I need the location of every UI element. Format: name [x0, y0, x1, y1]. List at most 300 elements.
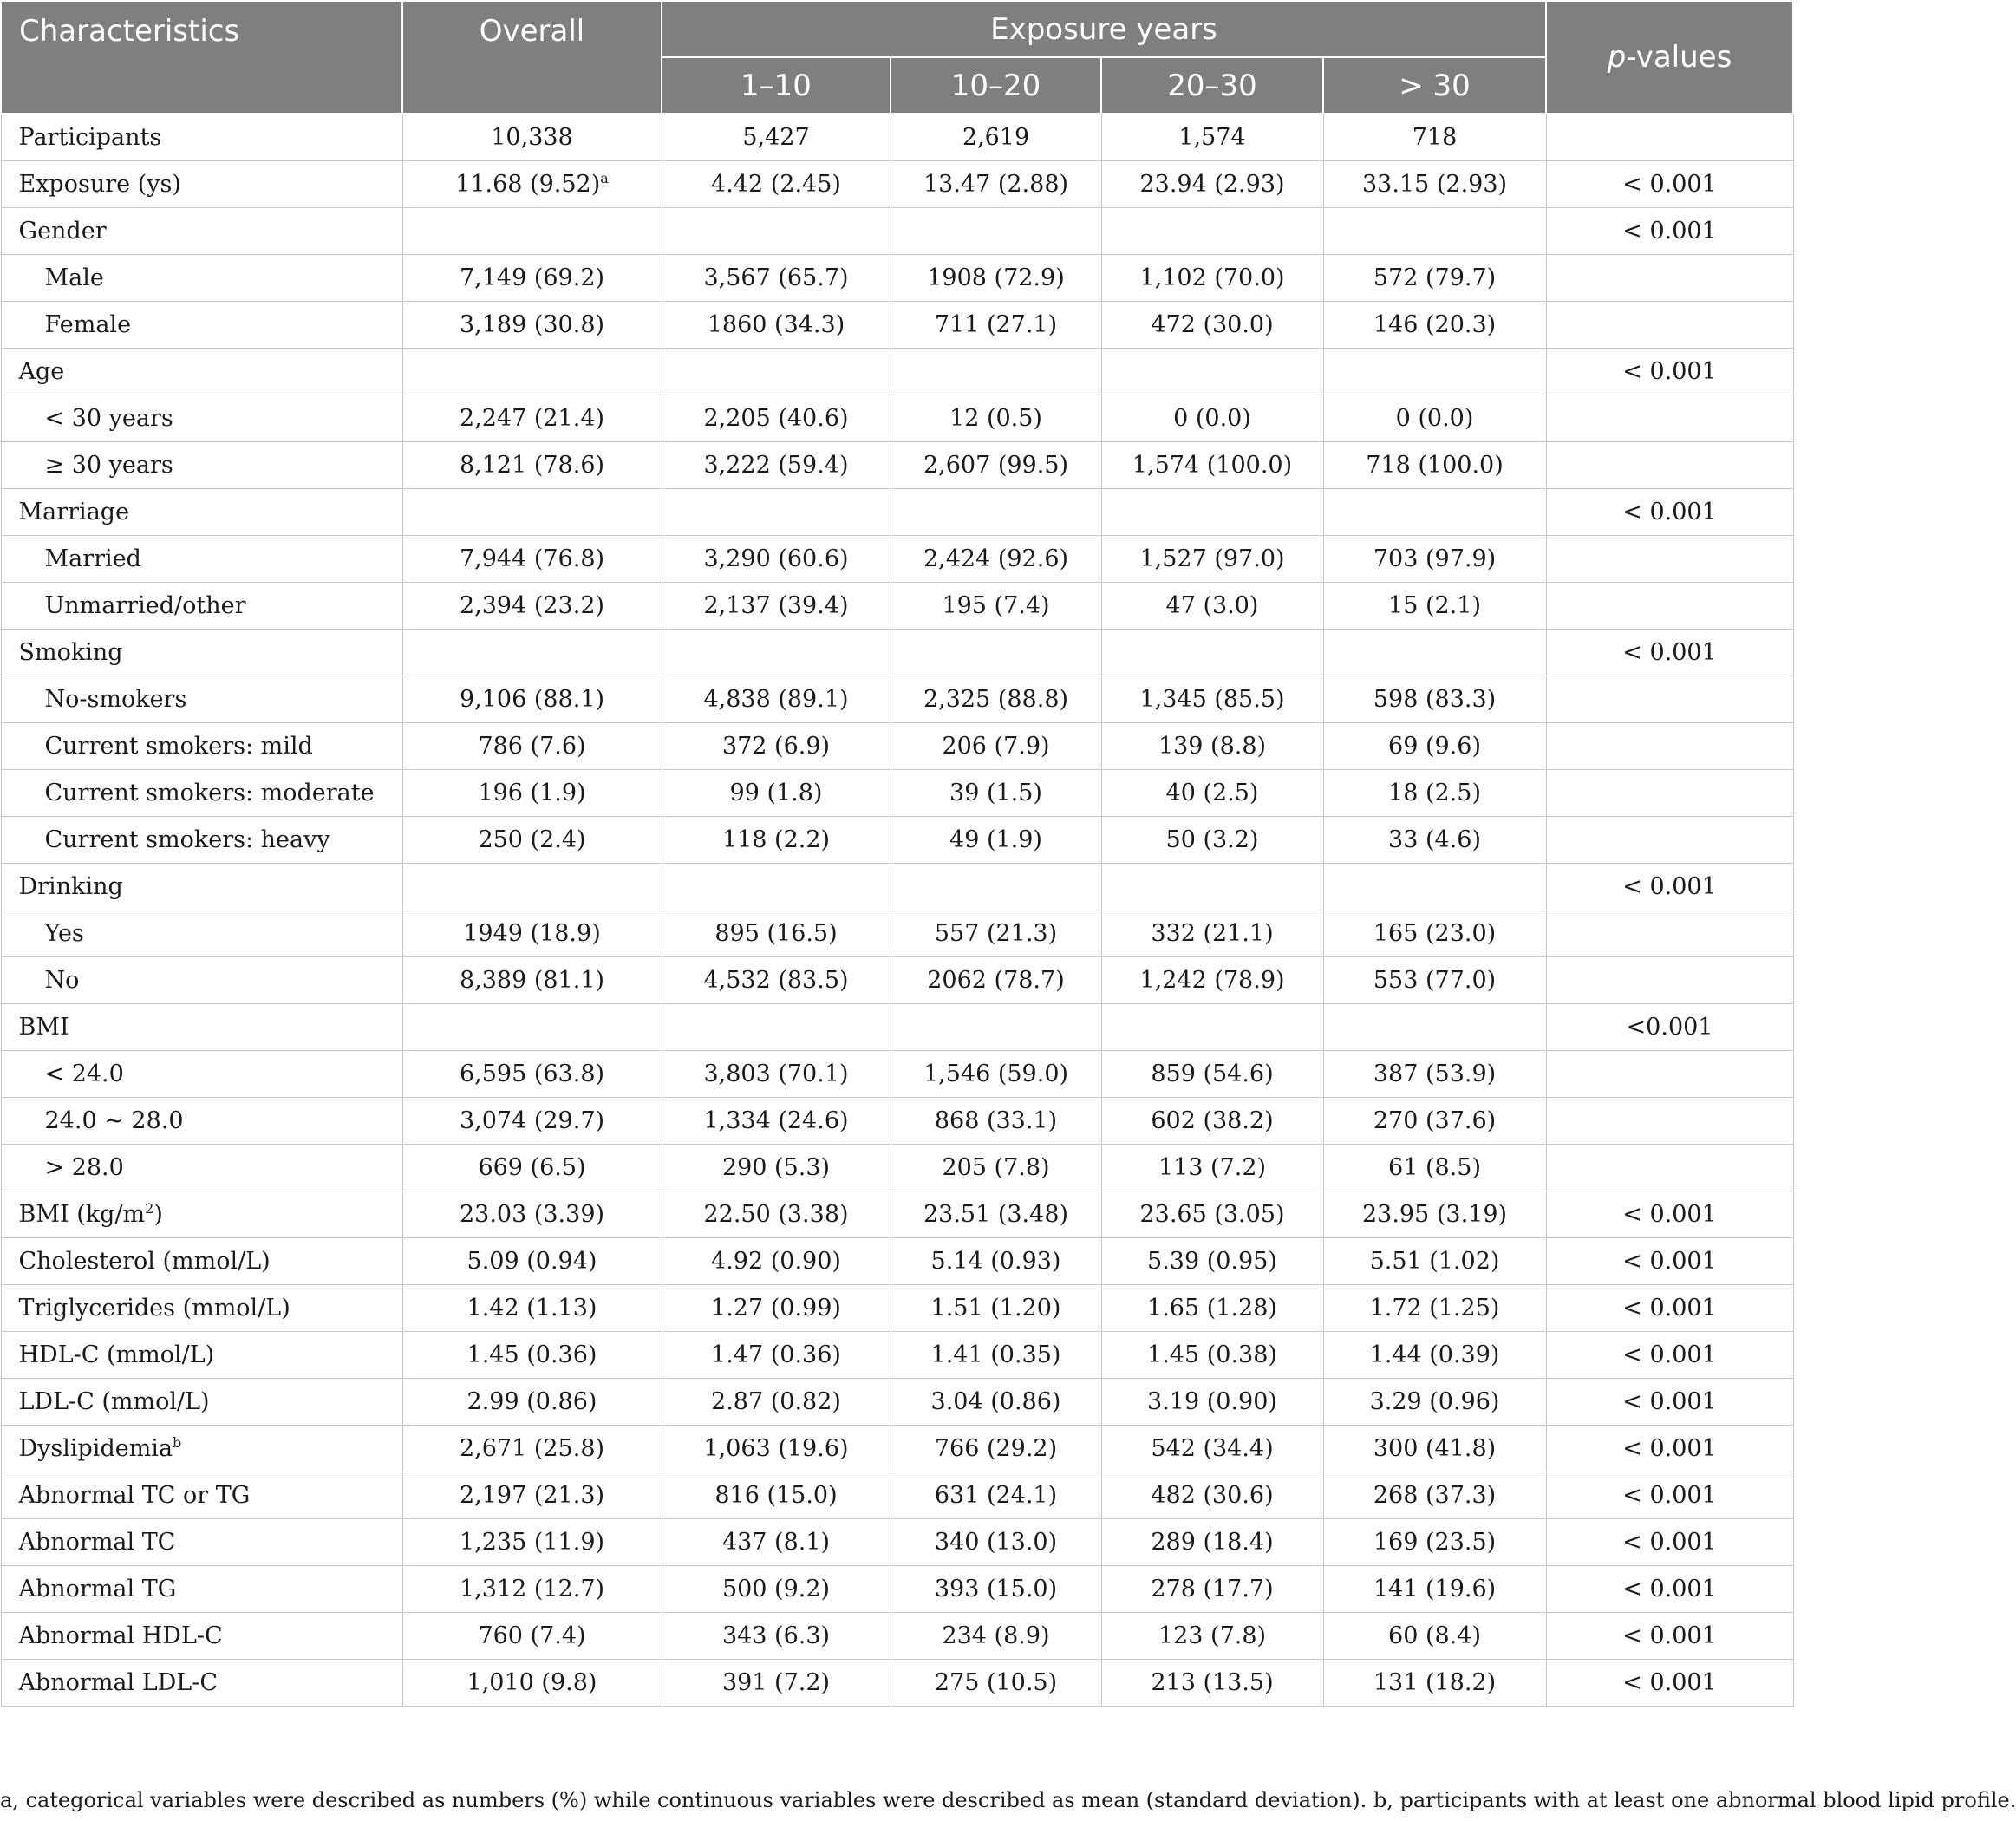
cell-group-over-30: [1323, 1145, 1546, 1191]
row-label: [1, 255, 402, 302]
cell-p-value: [1546, 1472, 1793, 1519]
cell-value: 2,607 (99.5): [923, 452, 1069, 479]
cell-group-10-20: [891, 1098, 1101, 1145]
cell-group-20-30: [1101, 1238, 1323, 1285]
cell-value: 1,235 (11.9): [459, 1529, 605, 1556]
cell-value: 718: [1412, 124, 1458, 151]
cell-overall: [402, 302, 662, 349]
cell-value: 141 (19.6): [1373, 1576, 1497, 1602]
cell-value: 123 (7.8): [1158, 1622, 1267, 1649]
cell-group-1-10: [662, 723, 891, 770]
row-label-text: Abnormal LDL-C: [18, 1669, 219, 1696]
cell-value: 472 (30.0): [1151, 311, 1274, 338]
cell-value: 69 (9.6): [1388, 733, 1481, 760]
cell-group-20-30: [1101, 536, 1323, 583]
cell-group-20-30: [1101, 1426, 1323, 1472]
cell-group-10-20: [891, 1426, 1101, 1472]
cell-group-over-30: [1323, 1051, 1546, 1098]
cell-value: 15 (2.1): [1388, 592, 1481, 619]
cell-overall: [402, 349, 662, 395]
cell-value: 2,197 (21.3): [459, 1482, 605, 1509]
cell-overall: [402, 1566, 662, 1613]
row-label: [1, 1426, 402, 1472]
row-label: [1, 442, 402, 489]
cell-value: 1,546 (59.0): [923, 1061, 1069, 1087]
table-row: [1, 1660, 1793, 1707]
cell-overall: [402, 536, 662, 583]
cell-group-over-30: [1323, 1332, 1546, 1379]
row-label: [1, 114, 402, 161]
cell-p-value: [1546, 1379, 1793, 1426]
cell-group-1-10: [662, 536, 891, 583]
cell-value: 1,574: [1178, 124, 1246, 151]
row-label-text: Marriage: [18, 499, 130, 525]
cell-group-20-30: [1101, 1613, 1323, 1660]
table-row: [1, 1004, 1793, 1051]
row-label: [1, 208, 402, 255]
cell-p-value: [1546, 723, 1793, 770]
row-label-text: < 30 years: [44, 405, 173, 432]
cell-value: 23.03 (3.39): [459, 1201, 605, 1228]
cell-group-10-20: [891, 723, 1101, 770]
cell-p-value: [1546, 1191, 1793, 1238]
table-row: [1, 630, 1793, 676]
cell-value: 2.87 (0.82): [711, 1388, 841, 1415]
cell-value: 3,074 (29.7): [459, 1107, 605, 1134]
cell-value: 3.29 (0.96): [1369, 1388, 1500, 1415]
cell-overall: [402, 1519, 662, 1566]
row-label: [1, 770, 402, 817]
cell-group-10-20: [891, 302, 1101, 349]
cell-value: 786 (7.6): [478, 733, 586, 760]
row-label-text: Age: [18, 358, 65, 385]
cell-group-over-30: [1323, 442, 1546, 489]
table-row: [1, 489, 1793, 536]
cell-group-over-30: [1323, 583, 1546, 630]
row-label: [1, 1238, 402, 1285]
row-label-text: Unmarried/other: [44, 592, 246, 619]
cell-group-1-10: [662, 1004, 891, 1051]
row-label-text: Dyslipidemia: [18, 1435, 173, 1462]
table-row: [1, 349, 1793, 395]
cell-value: 18 (2.5): [1388, 780, 1481, 806]
cell-p-value: [1546, 1566, 1793, 1613]
row-label-text: No: [44, 967, 80, 994]
cell-value: <0.001: [1626, 1014, 1713, 1041]
cell-p-value: [1546, 1426, 1793, 1472]
cell-value: 1.45 (0.36): [466, 1341, 597, 1368]
cell-value: 270 (37.6): [1373, 1107, 1497, 1134]
cell-group-20-30: [1101, 208, 1323, 255]
cell-group-10-20: [891, 489, 1101, 536]
cell-value: 9,106 (88.1): [459, 686, 605, 713]
cell-value: 23.94 (2.93): [1139, 171, 1285, 198]
cell-value: 7,149 (69.2): [459, 264, 605, 291]
cell-group-1-10: [662, 1566, 891, 1613]
cell-group-20-30: [1101, 1472, 1323, 1519]
cell-group-20-30: [1101, 583, 1323, 630]
cell-value: 895 (16.5): [714, 920, 838, 947]
cell-value: 482 (30.6): [1151, 1482, 1274, 1509]
cell-p-value: [1546, 255, 1793, 302]
table-row: [1, 957, 1793, 1004]
cell-group-over-30: [1323, 302, 1546, 349]
cell-group-20-30: [1101, 1519, 1323, 1566]
table-row: [1, 114, 1793, 161]
cell-group-20-30: [1101, 1566, 1323, 1613]
cell-value: 213 (13.5): [1151, 1669, 1274, 1696]
cell-overall: [402, 1426, 662, 1472]
cell-value: 8,389 (81.1): [459, 967, 605, 994]
table-row: [1, 161, 1793, 208]
cell-value: < 0.001: [1622, 1482, 1717, 1509]
row-label-text: Married: [44, 545, 141, 572]
row-label-text: HDL-C (mmol/L): [18, 1341, 215, 1368]
cell-group-1-10: [662, 630, 891, 676]
table-row: [1, 910, 1793, 957]
cell-value: 4.92 (0.90): [711, 1248, 841, 1275]
cell-group-1-10: [662, 255, 891, 302]
cell-value: 598 (83.3): [1373, 686, 1497, 713]
row-label: [1, 1566, 402, 1613]
row-label-text: Cholesterol (mmol/L): [18, 1248, 271, 1275]
cell-overall: [402, 957, 662, 1004]
table-row: [1, 1191, 1793, 1238]
cell-value: 387 (53.9): [1373, 1061, 1497, 1087]
row-label: [1, 1472, 402, 1519]
cell-group-10-20: [891, 1472, 1101, 1519]
table-row: [1, 676, 1793, 723]
cell-value: < 0.001: [1622, 1435, 1717, 1462]
cell-group-1-10: [662, 770, 891, 817]
cell-overall: [402, 583, 662, 630]
cell-group-10-20: [891, 1613, 1101, 1660]
cell-group-1-10: [662, 1426, 891, 1472]
cell-overall: [402, 489, 662, 536]
cell-group-1-10: [662, 1285, 891, 1332]
cell-value: 5.39 (0.95): [1147, 1248, 1277, 1275]
cell-value: 3.19 (0.90): [1147, 1388, 1277, 1415]
table-row: [1, 723, 1793, 770]
cell-value: 13.47 (2.88): [923, 171, 1069, 198]
row-label: [1, 489, 402, 536]
row-label: [1, 1145, 402, 1191]
cell-group-20-30: [1101, 1379, 1323, 1426]
cell-value: 3.04 (0.86): [930, 1388, 1061, 1415]
cell-value: 165 (23.0): [1373, 920, 1497, 947]
cell-value: 1,345 (85.5): [1139, 686, 1285, 713]
cell-group-10-20: [891, 1519, 1101, 1566]
cell-group-1-10: [662, 114, 891, 161]
row-label-text: Abnormal TC or TG: [18, 1482, 251, 1509]
cell-value: 40 (2.5): [1165, 780, 1259, 806]
cell-value: 4,838 (89.1): [703, 686, 849, 713]
cell-value: 2,205 (40.6): [703, 405, 849, 432]
cell-value: 718 (100.0): [1366, 452, 1504, 479]
cell-value: 631 (24.1): [934, 1482, 1058, 1509]
cell-value: 195 (7.4): [942, 592, 1050, 619]
cell-value: 5.09 (0.94): [466, 1248, 597, 1275]
row-label-superscript: b: [173, 1434, 182, 1451]
cell-value: 5,427: [742, 124, 810, 151]
cell-group-10-20: [891, 349, 1101, 395]
cell-group-1-10: [662, 1379, 891, 1426]
cell-group-over-30: [1323, 1191, 1546, 1238]
cell-group-1-10: [662, 1472, 891, 1519]
cell-group-20-30: [1101, 723, 1323, 770]
cell-group-20-30: [1101, 1285, 1323, 1332]
cell-value: 1.42 (1.13): [466, 1295, 597, 1322]
cell-p-value: [1546, 536, 1793, 583]
row-label-text: No-smokers: [44, 686, 187, 713]
cell-group-10-20: [891, 1051, 1101, 1098]
cell-group-20-30: [1101, 910, 1323, 957]
cell-overall: [402, 208, 662, 255]
cell-value: 250 (2.4): [478, 826, 586, 853]
cell-p-value: [1546, 442, 1793, 489]
cell-group-1-10: [662, 1098, 891, 1145]
cell-p-value: [1546, 1145, 1793, 1191]
cell-group-over-30: [1323, 349, 1546, 395]
cell-group-10-20: [891, 910, 1101, 957]
cell-value: 1,010 (9.8): [466, 1669, 597, 1696]
header-group-over-30: > 30: [1323, 57, 1546, 114]
cell-value: 205 (7.8): [942, 1154, 1050, 1181]
table-row: [1, 583, 1793, 630]
cell-value: 3,567 (65.7): [703, 264, 849, 291]
row-label: [1, 1519, 402, 1566]
cell-value: 12 (0.5): [949, 405, 1042, 432]
cell-group-over-30: [1323, 770, 1546, 817]
cell-value: < 0.001: [1622, 358, 1717, 385]
cell-group-over-30: [1323, 910, 1546, 957]
cell-p-value: [1546, 1332, 1793, 1379]
cell-p-value: [1546, 114, 1793, 161]
cell-overall: [402, 114, 662, 161]
cell-value: 50 (3.2): [1165, 826, 1259, 853]
cell-p-value: [1546, 630, 1793, 676]
cell-group-10-20: [891, 395, 1101, 442]
cell-group-over-30: [1323, 208, 1546, 255]
cell-value: 49 (1.9): [949, 826, 1042, 853]
cell-value: 23.51 (3.48): [923, 1201, 1069, 1228]
cell-group-10-20: [891, 630, 1101, 676]
cell-value: < 0.001: [1622, 873, 1717, 900]
row-label-superscript: 2: [145, 1200, 154, 1217]
cell-value: 61 (8.5): [1388, 1154, 1481, 1181]
cell-value: 1,242 (78.9): [1139, 967, 1285, 994]
cell-p-value: [1546, 302, 1793, 349]
row-label-text: BMI: [18, 1014, 69, 1041]
row-label-text: > 28.0: [44, 1154, 124, 1181]
cell-value: 1.47 (0.36): [711, 1341, 841, 1368]
cell-value: 816 (15.0): [714, 1482, 838, 1509]
cell-group-10-20: [891, 957, 1101, 1004]
cell-overall: [402, 817, 662, 864]
cell-value: 1.51 (1.20): [930, 1295, 1061, 1322]
row-label: [1, 1051, 402, 1098]
cell-overall: [402, 255, 662, 302]
cell-overall: [402, 1051, 662, 1098]
row-label: [1, 583, 402, 630]
cell-group-10-20: [891, 1332, 1101, 1379]
cell-value: 332 (21.1): [1151, 920, 1274, 947]
cell-value: 300 (41.8): [1373, 1435, 1497, 1462]
row-label-text: Drinking: [18, 873, 123, 900]
row-label: [1, 1613, 402, 1660]
table-row: [1, 442, 1793, 489]
table-row: [1, 1613, 1793, 1660]
header-p-italic: p: [1607, 40, 1627, 75]
cell-value: 572 (79.7): [1373, 264, 1497, 291]
cell-value: 1949 (18.9): [463, 920, 601, 947]
table-row: [1, 1051, 1793, 1098]
cell-group-1-10: [662, 957, 891, 1004]
cell-group-20-30: [1101, 1098, 1323, 1145]
table-row: [1, 395, 1793, 442]
cell-group-over-30: [1323, 1098, 1546, 1145]
row-label: [1, 1379, 402, 1426]
cell-value: 343 (6.3): [721, 1622, 831, 1649]
row-label-text: Exposure (ys): [18, 171, 181, 198]
cell-group-over-30: [1323, 536, 1546, 583]
cell-value: 1.45 (0.38): [1147, 1341, 1277, 1368]
cell-value: 340 (13.0): [934, 1529, 1058, 1556]
table-row: [1, 817, 1793, 864]
cell-overall: [402, 1004, 662, 1051]
cell-value: 1860 (34.3): [707, 311, 845, 338]
cell-group-1-10: [662, 1613, 891, 1660]
cell-group-20-30: [1101, 349, 1323, 395]
cell-value: 2062 (78.7): [927, 967, 1065, 994]
cell-value: 3,290 (60.6): [703, 545, 849, 572]
row-label-text: LDL-C (mmol/L): [18, 1388, 210, 1415]
cell-group-1-10: [662, 1660, 891, 1707]
cell-group-over-30: [1323, 395, 1546, 442]
cell-value: 169 (23.5): [1373, 1529, 1497, 1556]
cell-overall: [402, 395, 662, 442]
cell-value: 393 (15.0): [934, 1576, 1058, 1602]
cell-value: 391 (7.2): [721, 1669, 831, 1696]
cell-overall: [402, 723, 662, 770]
table-footnote: a, categorical variables were described as numbers (%) while continuous variables were described as mean (standard deviation). b, participants with at least one abnormal blood lipid profile.: [0, 1788, 2016, 1812]
cell-p-value: [1546, 864, 1793, 910]
cell-value: 5.51 (1.02): [1369, 1248, 1500, 1275]
row-label: [1, 1285, 402, 1332]
cell-value: < 0.001: [1622, 1295, 1717, 1322]
table-row: [1, 536, 1793, 583]
row-label: [1, 302, 402, 349]
cell-group-1-10: [662, 1145, 891, 1191]
cell-value: 2.99 (0.86): [466, 1388, 597, 1415]
cell-p-value: [1546, 817, 1793, 864]
table-row: [1, 255, 1793, 302]
row-label: [1, 1004, 402, 1051]
cell-value: 8,121 (78.6): [459, 452, 605, 479]
cell-p-value: [1546, 910, 1793, 957]
cell-group-1-10: [662, 583, 891, 630]
cell-value: 1,312 (12.7): [459, 1576, 605, 1602]
row-label-text: Current smokers: heavy: [44, 826, 330, 853]
cell-group-over-30: [1323, 630, 1546, 676]
cell-group-20-30: [1101, 770, 1323, 817]
cell-group-1-10: [662, 910, 891, 957]
row-label: [1, 676, 402, 723]
cell-group-over-30: [1323, 161, 1546, 208]
cell-value: < 0.001: [1622, 639, 1717, 666]
table-header: [1, 1, 1793, 114]
cell-value: 234 (8.9): [942, 1622, 1050, 1649]
cell-p-value: [1546, 1238, 1793, 1285]
cell-overall: [402, 1191, 662, 1238]
cell-group-10-20: [891, 1145, 1101, 1191]
cell-overall: [402, 770, 662, 817]
cell-value: 542 (34.4): [1151, 1435, 1274, 1462]
cell-value: 2,394 (23.2): [459, 592, 605, 619]
header-p-rest: -values: [1626, 40, 1732, 75]
cell-p-value: [1546, 489, 1793, 536]
cell-value: 4,532 (83.5): [703, 967, 849, 994]
table-row: [1, 1566, 1793, 1613]
row-label: [1, 1191, 402, 1238]
cell-p-value: [1546, 1004, 1793, 1051]
table-row: [1, 1332, 1793, 1379]
cell-overall: [402, 1472, 662, 1519]
cell-value: 118 (2.2): [721, 826, 831, 853]
cell-value: 47 (3.0): [1165, 592, 1259, 619]
header-overall: Overall: [402, 1, 662, 114]
cell-value: 2,619: [962, 124, 1030, 151]
cell-group-20-30: [1101, 1051, 1323, 1098]
cell-group-over-30: [1323, 1004, 1546, 1051]
cell-group-1-10: [662, 817, 891, 864]
cell-value: 22.50 (3.38): [703, 1201, 849, 1228]
table-body: [1, 114, 1793, 1707]
cell-group-1-10: [662, 161, 891, 208]
cell-group-20-30: [1101, 395, 1323, 442]
row-label: [1, 1660, 402, 1707]
cell-p-value: [1546, 583, 1793, 630]
table-row: [1, 1472, 1793, 1519]
cell-value: 206 (7.9): [942, 733, 1050, 760]
cell-value: 553 (77.0): [1373, 967, 1497, 994]
cell-group-10-20: [891, 1379, 1101, 1426]
cell-p-value: [1546, 1285, 1793, 1332]
row-label: [1, 723, 402, 770]
row-label-text: Smoking: [18, 639, 123, 666]
cell-group-1-10: [662, 395, 891, 442]
cell-value: 2,137 (39.4): [703, 592, 849, 619]
cell-value: 113 (7.2): [1158, 1154, 1267, 1181]
cell-overall: [402, 1285, 662, 1332]
cell-value: 1,334 (24.6): [703, 1107, 849, 1134]
row-label-text: Gender: [18, 218, 107, 245]
cell-group-over-30: [1323, 255, 1546, 302]
cell-value: 0 (0.0): [1395, 405, 1474, 432]
cell-value: 131 (18.2): [1373, 1669, 1497, 1696]
cell-p-value: [1546, 395, 1793, 442]
table-row: [1, 302, 1793, 349]
cell-group-10-20: [891, 676, 1101, 723]
row-label: [1, 910, 402, 957]
cell-group-10-20: [891, 770, 1101, 817]
cell-value: < 0.001: [1622, 1669, 1717, 1696]
cell-group-over-30: [1323, 1613, 1546, 1660]
cell-p-value: [1546, 1613, 1793, 1660]
cell-value: 0 (0.0): [1173, 405, 1251, 432]
cell-value: 3,803 (70.1): [703, 1061, 849, 1087]
row-label-text: Male: [44, 264, 104, 291]
